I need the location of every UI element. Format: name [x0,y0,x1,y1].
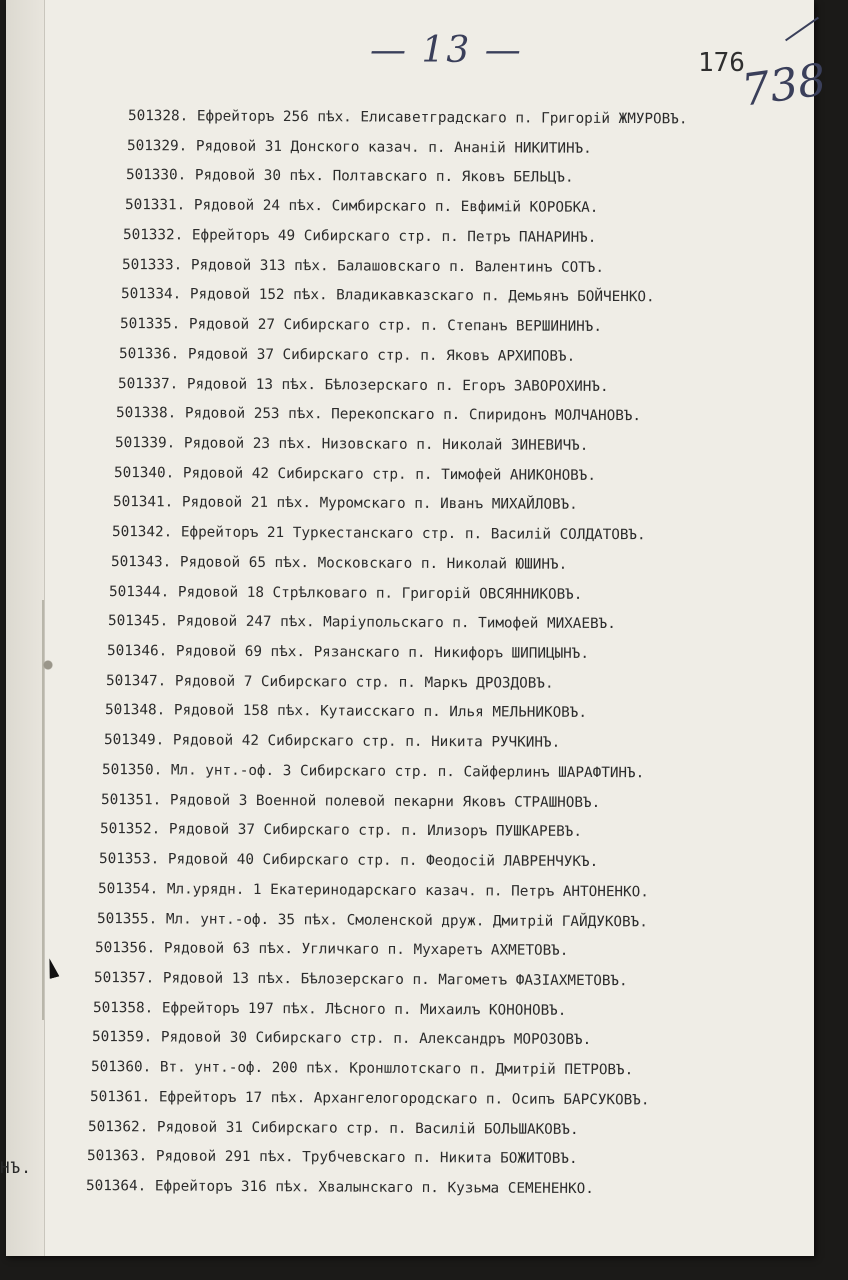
list-entry [108,613,616,632]
list-entry [96,911,647,930]
entry-number: 501361. [89,1088,150,1106]
entry-text: Рядовой 37 Сибирскаго стр. п. Илизоръ ПУШКАРЕВЪ. [168,821,583,841]
list-entry [100,821,582,840]
entry-text: Рядовой 27 Сибирскаго стр. п. Степанъ ВЕРШИНИНЪ. [188,316,602,335]
entry-number: 501343. [110,553,171,571]
entry-text: Рядовой 23 пѣх. Низовскаго п. Николай ЗИНЕВИЧЪ. [183,435,589,454]
list-entry [91,1059,633,1078]
adjacent-page-text: НЪ. [0,1158,32,1177]
entry-number: 501340. [113,464,175,482]
list-entry [88,1119,579,1138]
list-entry [115,435,589,454]
entry-number: 501352. [99,821,161,838]
entry-number: 501342. [111,524,172,541]
entry-number: 501335. [119,316,181,333]
entry-text: Рядовой 37 Сибирскаго стр. п. Яковъ АРХИПОВЪ. [187,346,575,365]
list-entry [89,1089,649,1108]
entry-number: 501350. [102,761,163,779]
list-entry [92,1029,591,1048]
list-entry [109,584,583,603]
entry-text: Рядовой 247 пѣх. Маріупольскаго п. Тимофей МИХАЕВЪ. [176,613,617,633]
entry-number: 501364. [85,1178,147,1195]
list-entry [87,1148,578,1167]
entry-text: Ефрейторъ 197 пѣх. Лѣсного п. Михаилъ КОНОНОВЪ. [161,1000,567,1019]
entry-number: 501332. [123,226,184,244]
list-entry [95,940,569,959]
entry-number: 501334. [120,286,182,303]
list-entry [112,524,646,543]
entry-text: Ефрейторъ 17 пѣх. Архангелогородскаго п. Осипъ БАРСУКОВЪ. [158,1089,650,1109]
entry-text: Рядовой 69 пѣх. Рязанскаго п. Никифоръ ШИПИЦЫНЪ. [175,643,590,662]
entry-text: Рядовой 42 Сибирскаго стр. п. Тимофей АНИКОНОВЪ. [182,465,597,484]
entry-text: Ефрейторъ 316 пѣх. Хвалынскаго п. Кузьма СЕМЕНЕНКО. [154,1178,594,1198]
entry-number: 501341. [112,494,174,511]
entry-text: Ефрейторъ 256 пѣх. Елисаветградскаго п. Григорій ЖМУРОВЪ. [196,108,688,128]
entry-text: Рядовой 152 пѣх. Владикавказскаго п. Демьянъ БОЙЧЕНКО. [189,286,655,306]
entry-number: 501346. [106,643,168,660]
entry-number: 501345. [108,613,169,630]
entry-text: Рядовой 24 пѣх. Симбирскаго п. Евфимій КОРОБКА. [193,197,598,217]
entry-number: 501354. [97,880,158,898]
entry-number: 501328. [127,108,189,125]
list-entry [101,792,600,811]
entry-text: Рядовой 13 пѣх. Бѣлозерскаго п. Егоръ ЗАВОРОХИНЪ. [186,375,609,395]
entry-number: 501363. [87,1148,148,1165]
list-entry [106,673,554,692]
entry-text: Ефрейторъ 49 Сибирскаго стр. п. Петръ ПАНАРИНЪ. [192,227,597,246]
entry-text: Рядовой 40 Сибирскаго стр. п. Феодосій ЛАВРЕНЧУКЪ. [167,851,599,871]
entry-number: 501339. [115,434,176,452]
list-entry [94,970,628,989]
entry-text: Рядовой 21 пѣх. Муромскаго п. Иванъ МИХАЙЛОВЪ. [181,494,578,514]
list-entry [120,316,602,335]
entry-number: 501336. [118,345,179,363]
list-entry [128,108,688,127]
entry-number: 501329. [126,137,188,155]
list-entry [113,494,578,513]
list-entry [110,554,566,573]
entry-text: Рядовой 31 Донского казач. п. Ананій НИКИТИНЪ. [195,138,592,157]
list-entry [121,286,655,305]
list-entry [99,851,598,870]
entry-number: 501338. [116,405,177,422]
list-entry [127,138,592,157]
entry-text: Рядовой 18 Стрѣлковаго п. Григорій ОВСЯННИКОВЪ. [178,583,583,603]
list-entry [122,257,604,276]
list-entry [126,167,574,186]
entry-text: Ефрейторъ 21 Туркестанскаго стр. п. Василій СОЛДАТОВЪ. [180,524,646,544]
entry-number: 501355. [96,910,157,927]
entry-number: 501359. [91,1029,153,1046]
entry-text: Мл. унт.-оф. 35 пѣх. Смоленской друж. Дмитрій ГАЙДУКОВЪ. [165,910,648,930]
entry-text: Рядовой 158 пѣх. Кутаисскаго п. Илья МЕЛЬНИКОВЪ. [173,702,587,722]
entry-number: 501362. [88,1118,149,1135]
list-entry [107,643,589,662]
entry-number: 501337. [117,375,178,392]
entry-text: Мл. унт.-оф. 3 Сибирскаго стр. п. Сайферлинъ ШАРАФТИНЪ. [171,762,645,782]
entry-text: Рядовой 7 Сибирскаго стр. п. Маркъ ДРОЗДОВЪ. [174,673,554,692]
entry-text: Рядовой 63 пѣх. Угличкаго п. Мухаретъ АХМЕТОВЪ. [164,940,569,960]
list-entry [103,732,559,751]
entry-text: Рядовой 3 Военной полевой пекарни Яковъ СТРАШНОВЪ. [169,792,601,811]
list-entry [102,762,644,781]
entry-number: 501349. [103,732,164,749]
entry-text: Рядовой 291 пѣх. Трубчевскаго п. Никита БОЖИТОВЪ. [155,1148,578,1168]
entry-number: 501358. [92,999,154,1017]
list-entry [105,702,587,721]
entry-number: 501331. [124,197,185,214]
list-entry [119,346,575,365]
list-entry [124,197,598,216]
entry-text: Рядовой 65 пѣх. Московскаго п. Николай ЮШИНЪ. [179,554,567,573]
list-entry [93,1000,567,1019]
entry-number: 501351. [101,791,162,808]
entry-text: Рядовой 30 Сибирскаго стр. п. Александръ МОРОЗОВЪ. [160,1029,592,1049]
entry-number: 501353. [98,851,160,868]
entry-number: 501356. [95,940,156,957]
entry-text: Мл.урядн. 1 Екатеринодарскаго казач. п. Петръ АНТОНЕНКО. [166,881,649,901]
entry-text: Вт. унт.-оф. 200 пѣх. Кроншлотскаго п. Дмитрій ПЕТРОВЪ. [159,1059,633,1079]
list-entry [123,227,597,246]
entry-text: Рядовой 31 Сибирскаго стр. п. Василій БОЛЬШАКОВЪ. [157,1118,580,1138]
entry-number: 501348. [104,702,165,719]
entry-text: Рядовой 13 пѣх. Бѣлозерскаго п. Магометъ ФАЗІАХМЕТОВЪ. [162,970,628,990]
list-entry [114,465,596,484]
list-entry [86,1178,594,1197]
list-entry [116,405,641,424]
entry-number: 501344. [109,583,170,600]
list-entry [98,881,649,900]
entry-text: Рядовой 253 пѣх. Перекопскаго п. Спиридонъ МОЛЧАНОВЪ. [185,405,642,425]
entry-number: 501333. [122,256,183,273]
entry-number: 501357. [94,969,155,987]
entry-number: 501360. [90,1059,151,1076]
handwritten-folio-number: 738 [738,54,830,117]
entry-text: Рядовой 42 Сибирскаго стр. п. Никита РУЧКИНЪ. [172,732,560,751]
entry-number: 501347. [105,672,167,690]
list-entry [117,376,608,395]
entry-text: Рядовой 313 пѣх. Балашовскаго п. Валентинъ СОТЪ. [190,257,605,276]
entry-number: 501330. [125,167,186,184]
folio-number: 176 [698,48,745,78]
entry-text: Рядовой 30 пѣх. Полтавскаго п. Яковъ БЕЛЬЦЪ. [194,167,574,187]
page-number: — 13 — [370,30,523,71]
